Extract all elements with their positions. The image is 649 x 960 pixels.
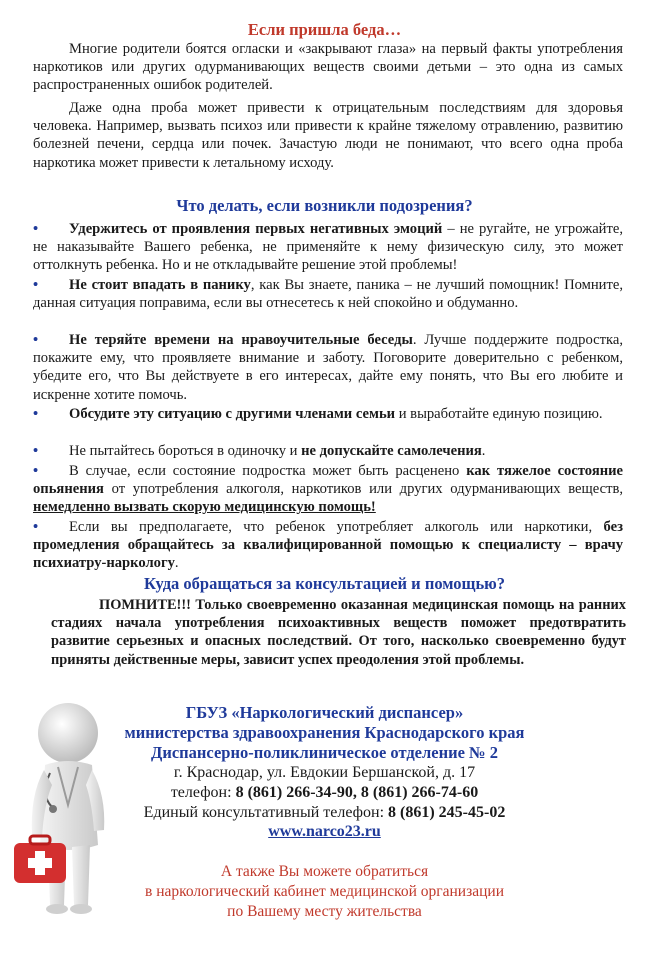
bullet-text: В случае, если состояние подростка может быть расценено: [69, 463, 467, 479]
hotline-value: 8 (861) 245-45-02: [388, 804, 506, 821]
footer-line: А также Вы можете обратиться: [220, 863, 429, 880]
list-item: [33, 518, 623, 573]
bullet-dot-icon: •: [33, 443, 39, 459]
phone-line: [0, 783, 649, 803]
intro-paragraph-2: Даже одна проба может привести к отрицательным последствиям для здоровья человека. Например, вызвать психоз или привести к крайне тяжелому отравлению, развитию болезней печени, сердца или почек. Зачастую люди не понимают, что всего одна проба наркотика может привести к летальному исходу.: [33, 100, 623, 171]
hotline-line: [0, 803, 649, 823]
bullet-dot-icon: •: [33, 406, 39, 422]
bullet-bold-text: не допускайте самолечения: [301, 443, 482, 459]
org-department: Диспансерно-поликлиническое отделение № 2: [150, 743, 499, 762]
bullet-text: , как Вы знаете, паника – не лучший помощник! Помните, данная ситуация поправима, если вы отнесетесь к ней спокойно и обдуманно.: [33, 277, 623, 312]
footer-note: [0, 862, 649, 922]
address: г. Краснодар, ул. Евдокии Бершанской, д. 17: [173, 764, 476, 781]
list-item: [33, 462, 623, 517]
bullet-bold-text: Обсудите эту ситуацию с другими членами семьи: [69, 406, 396, 422]
bullet-text: . Лучше поддержите подростка, покажите ему, что проявляете внимание и заботу. Поговорите доверительно с ребенком, убедите его, что Вы действуете в его интересах, дайте ему понять, что Вы его любите и искренне хотите помочь.: [33, 332, 623, 403]
list-item: [33, 331, 623, 404]
intro-paragraph-1: Многие родители боятся огласки и «закрывают глаза» на первый факты употребления наркотиков или других одурманивающих веществ своими детьми – это одна из самых распространенных ошибок родителей.: [33, 41, 623, 94]
bullet-dot-icon: •: [33, 221, 39, 237]
list-item: [33, 220, 623, 275]
bullet-bold-text: Не теряйте времени на нравоучительные беседы: [69, 332, 413, 348]
bullet-bold-text: как тяжелое состояние опьянения: [33, 463, 624, 498]
remember-paragraph: ПОМНИТЕ!!! Только своевременно оказанная медицинская помощь на ранних стадиях начала употребления психоактивных веществ поможет предотвратить развитие серьезных и опасных последствий. От того, насколько своевременно будут приняты действенные меры, зависит успех преодоления этой проблемы.: [51, 597, 626, 668]
ambulance-warning-text: немедленно вызвать скорую медицинскую помощь!: [33, 499, 376, 516]
website-link[interactable]: www.narco23.ru: [268, 823, 381, 840]
hotline-label: Единый консультативный телефон:: [143, 804, 389, 821]
footer-line: по Вашему месту жительства: [227, 903, 422, 920]
list-item: [33, 276, 623, 312]
bullet-bold-text: Удержитесь от проявления первых негативных эмоций: [69, 221, 443, 237]
list-item: [33, 405, 623, 423]
list-item: [33, 442, 623, 460]
section-title-consultation: Куда обращаться за консультацией и помощью?: [143, 574, 506, 593]
org-name: ГБУЗ «Наркологический диспансер»: [185, 703, 464, 722]
org-ministry: министерства здравоохранения Краснодарского края: [124, 723, 525, 742]
bullet-dot-icon: •: [33, 277, 39, 293]
bullet-text: от употребления алкоголя, наркотиков или других одурманивающих веществ,: [103, 481, 623, 498]
bullet-dot-icon: •: [33, 519, 39, 535]
bullet-bold-text: Не стоит впадать в панику: [69, 277, 251, 293]
bullet-dot-icon: •: [33, 463, 39, 479]
bullet-dot-icon: •: [33, 332, 39, 348]
footer-line: в наркологический кабинет медицинской организации: [145, 883, 504, 900]
bullet-text: и выработайте единую позицию.: [395, 406, 603, 422]
bullet-bold-text: без промедления обращайтесь за квалифицированной помощью к специалисту – врачу психиатру-наркологу: [33, 519, 623, 572]
bullet-text: Если вы предполагаете, что ребенок употребляет алкоголь или наркотики,: [69, 519, 604, 535]
section-title-suspicions: Что делать, если возникли подозрения?: [176, 196, 473, 215]
bullet-text: .: [481, 443, 486, 459]
phone-value: 8 (861) 266-34-90, 8 (861) 266-74-60: [235, 784, 479, 801]
contact-block: [0, 703, 649, 841]
page-title: Если пришла беда…: [247, 20, 402, 39]
bullet-text: – не ругайте, не угрожайте, не наказывайте Вашего ребенка, не применяйте к нему физическую силу, это может оттолкнуть ребенка. Но и не откладывайте решение этой проблемы!: [33, 221, 623, 274]
bullet-text: Не пытайтесь бороться в одиночку и: [69, 443, 302, 459]
bullet-text: .: [174, 555, 179, 572]
phone-label: телефон:: [170, 784, 236, 801]
